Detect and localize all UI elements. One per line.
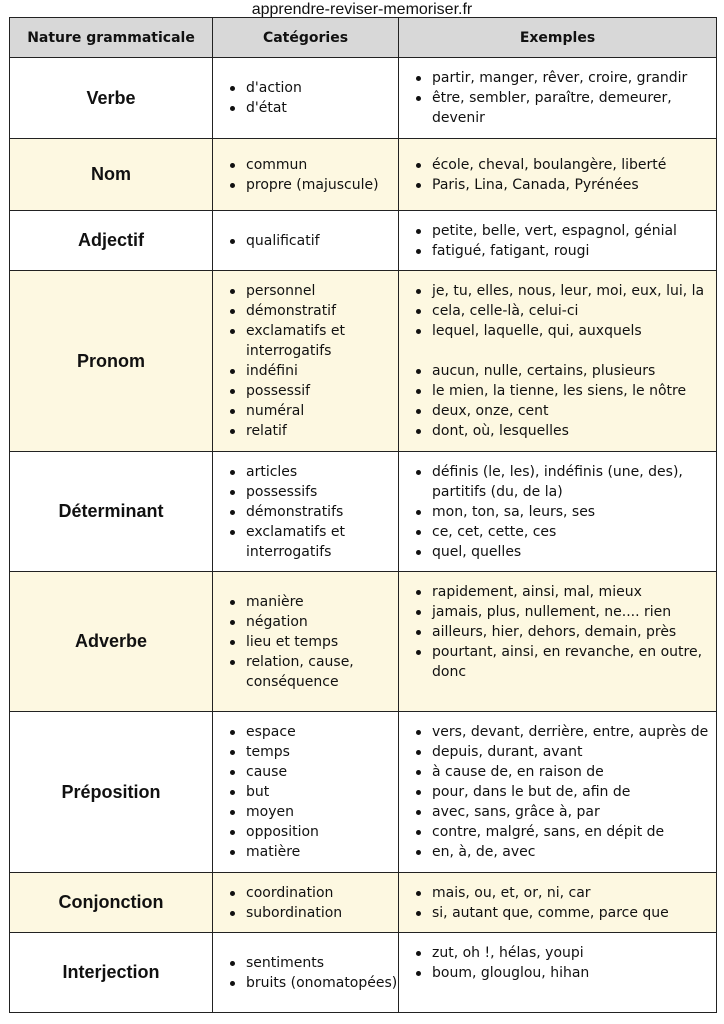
list-item: jamais, plus, nullement, ne.... rien <box>432 602 716 622</box>
list-item: petite, belle, vert, espagnol, génial <box>432 221 716 241</box>
list-item: démonstratifs <box>246 502 398 522</box>
list-item: cause <box>246 762 398 782</box>
examples-cell <box>399 933 717 1013</box>
list-item: qualificatif <box>246 231 398 251</box>
list-item: école, cheval, boulangère, liberté <box>432 155 716 175</box>
list-item: fatigué, fatigant, rougi <box>432 241 716 261</box>
list-item: définis (le, les), indéfinis (une, des), partitifs (du, de la) <box>432 462 716 502</box>
list-item: lequel, laquelle, qui, auxquels <box>432 321 716 341</box>
list-item: négation <box>246 612 398 632</box>
list-item: ailleurs, hier, dehors, demain, près <box>432 622 716 642</box>
header-row <box>10 18 717 58</box>
categories-cell <box>213 712 399 873</box>
examples-cell <box>399 873 717 933</box>
list-item: possessifs <box>246 482 398 502</box>
nature-cell: Pronom <box>10 271 213 452</box>
list-item: aucun, nulle, certains, plusieurs <box>432 361 716 381</box>
table-row-pronom <box>10 271 717 452</box>
header-categories: Catégories <box>213 18 399 58</box>
nature-cell: Préposition <box>10 712 213 873</box>
list-item: pourtant, ainsi, en revanche, en outre, donc <box>432 642 716 682</box>
list-item: moyen <box>246 802 398 822</box>
list-item: lieu et temps <box>246 632 398 652</box>
categories-cell <box>213 271 399 452</box>
categories-cell <box>213 572 399 712</box>
list-item: à cause de, en raison de <box>432 762 716 782</box>
list-item: vers, devant, derrière, entre, auprès de <box>432 722 716 742</box>
list-item: subordination <box>246 903 398 923</box>
examples-cell <box>399 58 717 139</box>
list-item: possessif <box>246 381 398 401</box>
list-item: articles <box>246 462 398 482</box>
table-row-adverbe <box>10 572 717 712</box>
list-item: espace <box>246 722 398 742</box>
list-item: pour, dans le but de, afin de <box>432 782 716 802</box>
list-item: je, tu, elles, nous, leur, moi, eux, lui, la <box>432 281 716 301</box>
examples-cell <box>399 712 717 873</box>
nature-cell: Conjonction <box>10 873 213 933</box>
examples-cell <box>399 139 717 211</box>
list-item: exclamatifs et interrogatifs <box>246 522 398 562</box>
categories-cell <box>213 139 399 211</box>
categories-cell <box>213 58 399 139</box>
table-row-nom <box>10 139 717 211</box>
table-row-adjectif <box>10 211 717 271</box>
list-item: bruits (onomatopées) <box>246 974 398 991</box>
list-item: depuis, durant, avant <box>432 742 716 762</box>
examples-cell <box>399 572 717 712</box>
examples-cell <box>399 452 717 572</box>
list-item: en, à, de, avec <box>432 842 716 862</box>
nature-cell: Verbe <box>10 58 213 139</box>
list-item: le mien, la tienne, les siens, le nôtre <box>432 381 716 401</box>
table-row-verbe <box>10 58 717 139</box>
grammar-table <box>9 17 717 1013</box>
list-item: cela, celle-là, celui-ci <box>432 301 716 321</box>
categories-cell <box>213 452 399 572</box>
list-item: Paris, Lina, Canada, Pyrénées <box>432 175 716 195</box>
list-item: partir, manger, rêver, croire, grandir <box>432 68 716 88</box>
list-item: mais, ou, et, or, ni, car <box>432 883 716 903</box>
categories-cell <box>213 933 399 1013</box>
list-item: exclamatifs et interrogatifs <box>246 321 398 361</box>
examples-cell <box>399 271 717 452</box>
nature-cell: Adjectif <box>10 211 213 271</box>
categories-cell <box>213 873 399 933</box>
list-item: sentiments <box>246 953 398 973</box>
list-item: boum, glouglou, hihan <box>432 963 716 983</box>
list-item: temps <box>246 742 398 762</box>
nature-cell: Déterminant <box>10 452 213 572</box>
list-item: deux, onze, cent <box>432 401 716 421</box>
nature-cell: Interjection <box>10 933 213 1013</box>
list-item: numéral <box>246 401 398 421</box>
list-item: quel, quelles <box>432 542 716 562</box>
table-row-preposition <box>10 712 717 873</box>
list-item: opposition <box>246 822 398 842</box>
list-item: contre, malgré, sans, en dépit de <box>432 822 716 842</box>
list-item: dont, où, lesquelles <box>432 421 716 441</box>
list-item: si, autant que, comme, parce que <box>432 903 716 923</box>
nature-cell: Adverbe <box>10 572 213 712</box>
header-examples: Exemples <box>399 18 717 58</box>
site-url: apprendre-reviser-memoriser.fr <box>251 1 473 18</box>
list-item: commun <box>246 155 398 175</box>
table-row-conjonction <box>10 873 717 933</box>
list-item: relation, cause, conséquence <box>246 652 398 692</box>
examples-cell <box>399 211 717 271</box>
list-item: but <box>246 782 398 802</box>
list-item: matière <box>246 842 398 862</box>
list-item: personnel <box>246 281 398 301</box>
list-item: être, sembler, paraître, demeurer, devenir <box>432 88 716 128</box>
table-row-determinant <box>10 452 717 572</box>
list-item: relatif <box>246 421 398 441</box>
list-item: d'action <box>246 78 398 98</box>
header-nature: Nature grammaticale <box>10 18 213 58</box>
categories-cell <box>213 211 399 271</box>
list-item: propre (majuscule) <box>246 175 398 195</box>
list-item: d'état <box>246 98 398 118</box>
list-item: manière <box>246 592 398 612</box>
list-item: avec, sans, grâce à, par <box>432 802 716 822</box>
list-item: indéfini <box>246 361 398 381</box>
table-row-interjection <box>10 933 717 1013</box>
list-item: coordination <box>246 883 398 903</box>
list-item: démonstratif <box>246 301 398 321</box>
list-item: ce, cet, cette, ces <box>432 522 716 542</box>
list-item: mon, ton, sa, leurs, ses <box>432 502 716 522</box>
list-item: zut, oh !, hélas, youpi <box>432 943 716 963</box>
nature-cell: Nom <box>10 139 213 211</box>
list-item: rapidement, ainsi, mal, mieux <box>432 582 716 602</box>
